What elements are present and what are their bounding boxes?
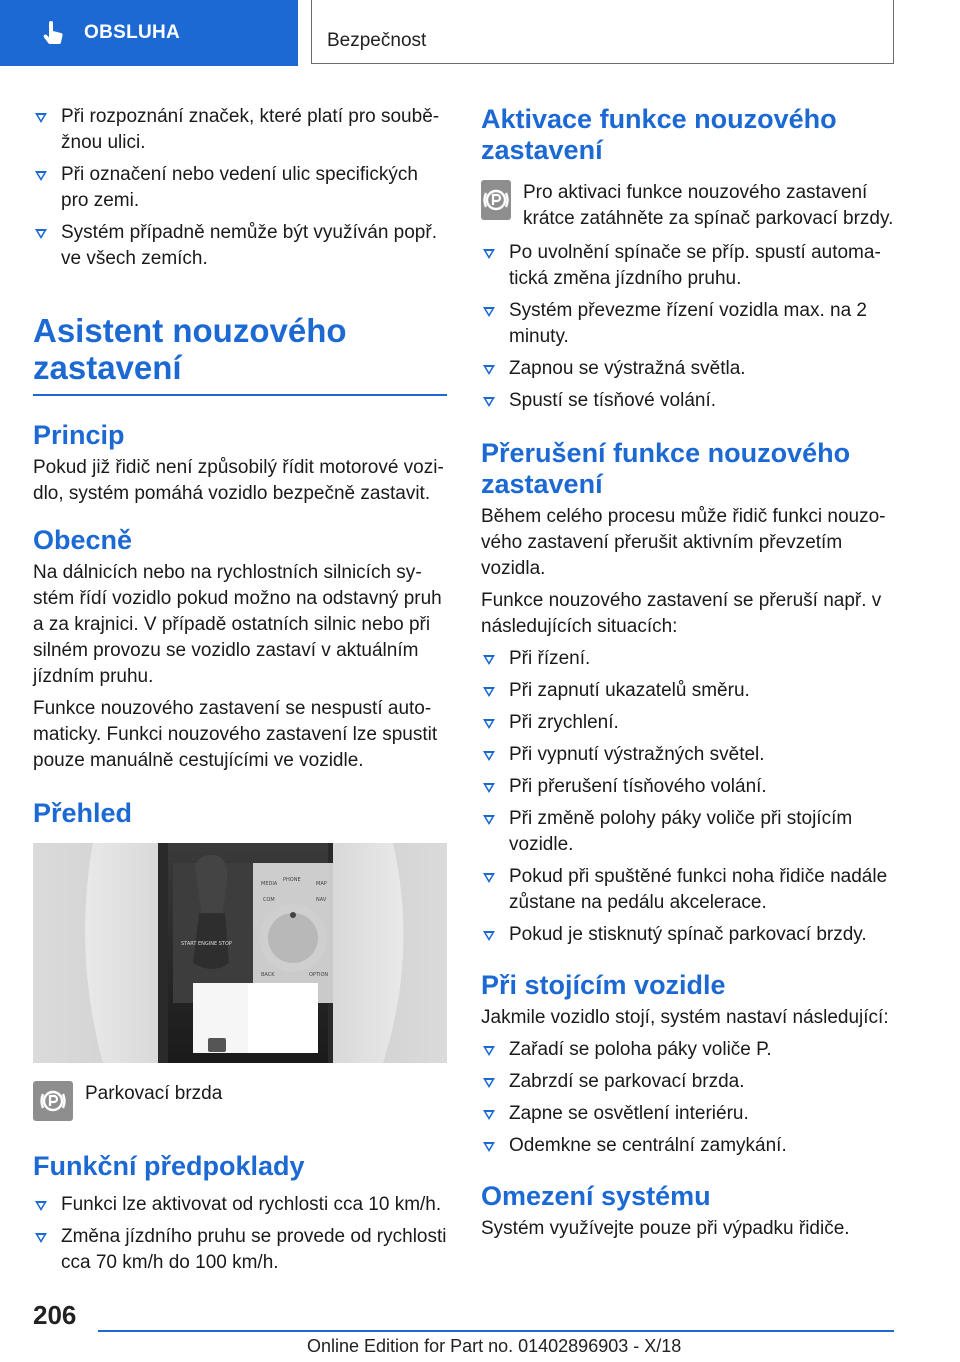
footer-divider [98,1330,894,1332]
list-item: Po uvolnění spínače se příp. spustí automatická změna jízdního pruhu. [481,240,895,292]
triangle-bullet-icon [35,171,47,181]
stojici-heading: Při stojícím vozidle [481,970,726,1000]
list-item: Zapnou se výstražná světla. [481,356,895,382]
triangle-bullet-icon [483,1078,495,1088]
triangle-bullet-icon [35,1233,47,1243]
chapter-tab [0,0,298,66]
triangle-bullet-icon [483,1046,495,1056]
list-item: Pokud při spuštěné funkci noha řidiče nadále zůstane na pedálu akcelerace. [481,864,895,916]
prehled-heading: Přehled [33,798,133,828]
intro-bullet-list [33,104,447,272]
aktivace-text: Pro aktivaci funkce nouzového zastavení krátce zatáhněte za spínač parkovací brzdy. [523,182,894,229]
aktivace-instruction [481,180,895,232]
triangle-bullet-icon [483,1110,495,1120]
back-label: BACK [261,972,275,978]
omezeni-text: Systém využívejte pouze při výpadku řidiče. [481,1218,850,1239]
preruseni-heading: Přerušení funkce nouzového zastavení [481,438,851,499]
page-number: 206 [33,1300,77,1330]
list-item: Zapne se osvětlení interiéru. [481,1101,895,1127]
list-item: Zabrzdí se parkovací brzda. [481,1069,895,1095]
obecne-paragraph-1: Na dálnicích nebo na rychlostních silnicích systém řídí vozidlo pokud možno na odstavný pruh a za krajnici. V případě ostatních silnic nebo při silném provozu se vozidlo zastaví v aktuálním jízdním pruhu. [33,562,442,687]
list-item: Změna jízdního pruhu se provede od rychlosti cca 70 km/h do 100 km/h. [33,1224,447,1276]
obecne-heading: Obecně [33,525,133,555]
triangle-bullet-icon [483,307,495,317]
triangle-bullet-icon [35,113,47,123]
triangle-bullet-icon [483,931,495,941]
main-title: Asistent nouzového zastavení [33,312,447,396]
aktivace-heading: Aktivace funkce nouzového zastavení [481,104,837,165]
princip-heading: Princip [33,420,125,450]
triangle-bullet-icon [483,719,495,729]
nav-label: NAV [316,897,327,903]
stojici-text: Jakmile vozidlo stojí, systém nastaví následující: [481,1007,889,1028]
center-console-photo [33,843,447,1063]
preruseni-paragraph-2: Funkce nouzového zastavení se přeruší např. v následujících situacích: [481,590,882,637]
list-item: Funkci lze aktivovat od rychlosti cca 10 km/h. [33,1192,447,1218]
list-item: Systém případně nemůže být využíván popř. ve všech zemích. [33,220,447,272]
triangle-bullet-icon [483,751,495,761]
triangle-bullet-icon [483,815,495,825]
com-label: COM [263,897,275,903]
omezeni-heading: Omezení systému [481,1181,711,1211]
map-label: MAP [316,881,327,887]
list-item: Při zapnutí ukazatelů směru. [481,678,895,704]
stojici-bullet-list [481,1037,895,1159]
list-item: Při zrychlení. [481,710,895,736]
list-item: Při vypnutí výstražných světel. [481,742,895,768]
triangle-bullet-icon [483,1142,495,1152]
hand-pointer-icon [40,20,66,46]
parking-brake-legend [33,1081,447,1121]
chapter-label: OBSLUHA [84,22,181,43]
triangle-bullet-icon [483,873,495,883]
triangle-bullet-icon [483,783,495,793]
parking-brake-icon [481,180,511,220]
phone-label: PHONE [283,877,301,883]
triangle-bullet-icon [35,1201,47,1211]
section-title: Bezpečnost [327,30,427,51]
list-item: Při označení nebo vedení ulic specifických pro zemi. [33,162,447,214]
preruseni-paragraph-1: Během celého procesu může řidič funkci nouzového zastavení přerušit aktivním převzetím vozidla. [481,506,886,579]
triangle-bullet-icon [483,365,495,375]
preruseni-bullet-list [481,646,895,948]
right-column [481,98,895,1248]
list-item: Odemkne se centrální zamykání. [481,1133,895,1159]
triangle-bullet-icon [483,249,495,259]
funkcni-heading: Funkční předpoklady [33,1151,305,1181]
center-console-illustration [33,843,447,1063]
list-item: Při řízení. [481,646,895,672]
triangle-bullet-icon [35,229,47,239]
list-item: Při změně polohy páky voliče při stojícím vozidle. [481,806,895,858]
media-label: MEDIA [261,881,278,887]
princip-text: Pokud již řidič není způsobilý řídit motorové vozidlo, systém pomáhá vozidlo bezpečně zastavit. [33,457,444,504]
list-item: Při přerušení tísňového volání. [481,774,895,800]
triangle-bullet-icon [483,397,495,407]
left-column [33,98,447,1282]
parking-brake-icon [33,1081,73,1121]
aktivace-bullet-list [481,240,895,414]
funkcni-bullet-list [33,1192,447,1276]
triangle-bullet-icon [483,687,495,697]
list-item: Pokud je stisknutý spínač parkovací brzdy. [481,922,895,948]
list-item: Při rozpoznání značek, které platí pro souběžnou ulici. [33,104,447,156]
footer-edition: Online Edition for Part no. 01402896903 - X/18 [307,1336,682,1356]
obecne-paragraph-2: Funkce nouzového zastavení se nespustí automaticky. Funkci nouzového zastavení lze spustit pouze manuálně cestujícími ve vozidle. [33,698,438,771]
option-label: OPTION [309,972,329,978]
start-stop-label: START ENGINE STOP [181,941,232,947]
section-header [311,0,894,64]
list-item: Zařadí se poloha páky voliče P. [481,1037,895,1063]
parking-brake-label: Parkovací brzda [85,1083,223,1104]
list-item: Systém převezme řízení vozidla max. na 2 minuty. [481,298,895,350]
list-item: Spustí se tísňové volání. [481,388,895,414]
triangle-bullet-icon [483,655,495,665]
